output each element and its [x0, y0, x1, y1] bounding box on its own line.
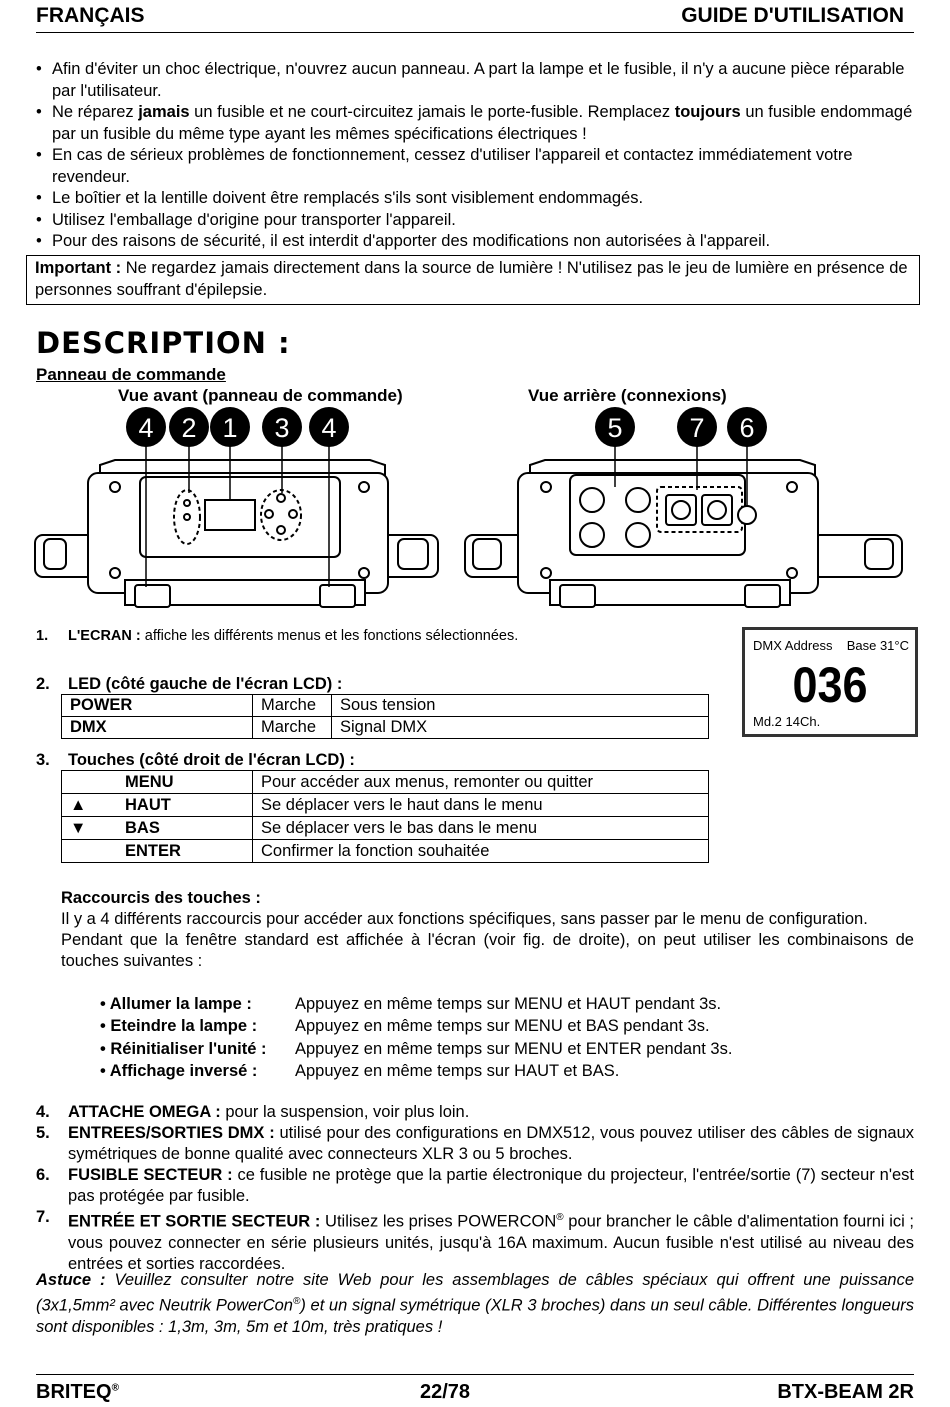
bullet-item: • Pour des raisons de sécurité, il est interdit d'apporter des modifications non autorisées à l'appareil. [36, 231, 916, 253]
header-language: FRANÇAIS [36, 4, 145, 27]
lcd-mode: Md.2 14Ch. [753, 714, 821, 729]
header-guide-title: GUIDE D'UTILISATION [681, 4, 904, 27]
page-footer [36, 1374, 914, 1403]
page-header [36, 2, 914, 33]
callout-number: 4 [138, 413, 154, 443]
list-item: 6. FUSIBLE SECTEUR : ce fusible ne protège que la partie électronique du projecteur, l'entrée/sortie (7) secteur n'est pas protégée par fusible. [36, 1166, 915, 1205]
panel-subtitle: Panneau de commande [36, 365, 226, 384]
led-table [61, 694, 709, 739]
lcd-temperature: Base 31°C [846, 638, 909, 653]
table-row: ▲ HAUT Se déplacer vers le haut dans le menu [62, 794, 709, 817]
callout-number: 7 [689, 413, 705, 443]
page-number: 22/78 [420, 1381, 471, 1403]
table-row: DMX Marche Signal DMX [62, 717, 709, 739]
callout-number: 6 [739, 413, 755, 443]
callout-number: 2 [181, 413, 197, 443]
lcd-address-label: DMX Address [753, 638, 833, 653]
callout-number: 1 [222, 413, 238, 443]
callout-number: 4 [321, 413, 337, 443]
list-item: 7. ENTRÉE ET SORTIE SECTEUR : Utilisez les prises POWERCON® pour brancher le câble d'alimentation fourni ici ; vous pouvez connecter en série plusieurs unités, jusqu'à 16A maximum. Aucun fusible n'est utilisé au niveau des entrées et sorties raccordées. [36, 1208, 915, 1273]
table-row: ▼ BAS Se déplacer vers le bas dans le menu [62, 817, 709, 840]
component-list [36, 1102, 914, 1275]
footer-model: BTX-BEAM 2R [777, 1381, 914, 1403]
bullet-item: • Afin d'éviter un choc électrique, n'ouvrez aucun panneau. A part la lampe et le fusible, il n'y a aucune pièce réparable par l'utilisateur. [36, 59, 916, 102]
list-item: 4. ATTACHE OMEGA : pour la suspension, voir plus loin. [36, 1103, 470, 1121]
keys-table [61, 770, 709, 863]
table-row: ENTER Confirmer la fonction souhaitée [62, 840, 709, 863]
footer-brand: BRITEQ® [36, 1381, 119, 1403]
back-view-caption: Vue arrière (connexions) [528, 386, 727, 405]
shortcuts-title: Raccourcis des touches : [61, 889, 261, 907]
tip-paragraph: Astuce : Veuillez consulter notre site Web pour les assemblages de câbles spéciaux qui offrent une puissance (3x1,5mm² avec Neutrik PowerCon®) et un signal symétrique (XLR 3 broches) dans un seul câble. Différentes longueurs sont disponibles : 1,3m, 3m, 5m et 10m, très pratiques ! [36, 1271, 914, 1336]
lcd-value: 036 [792, 657, 868, 713]
shortcuts-paragraph: Il y a 4 différents raccourcis pour accéder aux fonctions spécifiques, sans passer par le menu de configuration. [61, 910, 868, 928]
item-led-heading: 2. LED (côté gauche de l'écran LCD) : [36, 675, 343, 693]
bullet-item: • Le boîtier et la lentille doivent être remplacés s'ils sont visiblement endommagés. [36, 188, 916, 210]
item-keys-heading: 3. Touches (côté droit de l'écran LCD) : [36, 751, 355, 769]
down-arrow-icon: ▼ [70, 818, 87, 837]
up-arrow-icon: ▲ [70, 795, 87, 814]
front-device [35, 460, 438, 607]
bullet-item: • Ne réparez jamais un fusible et ne court-circuitez jamais le porte-fusible. Remplacez toujours un fusible endommagé par un fusible du même type ayant les mêmes spécifications électriques ! [36, 102, 916, 145]
back-device [465, 460, 902, 607]
bullet-item: • Utilisez l'emballage d'origine pour transporter l'appareil. [36, 210, 916, 232]
table-row: POWER Marche Sous tension [62, 695, 709, 717]
shortcuts-paragraph: Pendant que la fenêtre standard est affichée à l'écran (voir fig. de droite), on peut utiliser les combinaisons de touches suivantes : [61, 931, 914, 970]
item-screen: 1. L'ECRAN : affiche les différents menus et les fonctions sélectionnées. [36, 628, 519, 644]
callout-number: 3 [274, 413, 290, 443]
front-view-caption: Vue avant (panneau de commande) [118, 386, 403, 405]
table-row: MENU Pour accéder aux menus, remonter ou quitter [62, 771, 709, 794]
bullet-item: • En cas de sérieux problèmes de fonctionnement, cessez d'utiliser l'appareil et contactez immédiatement votre revendeur. [36, 145, 916, 188]
lcd-display [742, 627, 918, 737]
list-item: 5. ENTREES/SORTIES DMX : utilisé pour des configurations en DMX512, vous pouvez utiliser des câbles de signaux symétriques de bonne qualité avec connecteurs XLR 3 ou 5 broches. [36, 1124, 914, 1163]
important-notice: Important : Ne regardez jamais directement dans la source de lumière ! N'utilisez pas le jeu de lumière en présence de personnes souffrant d'épilepsie. [26, 255, 920, 305]
safety-bullets [36, 59, 916, 253]
callout-number: 5 [607, 413, 623, 443]
shortcuts-section [61, 888, 914, 972]
device-illustration [30, 405, 910, 610]
section-title: DESCRIPTION : [36, 326, 291, 360]
